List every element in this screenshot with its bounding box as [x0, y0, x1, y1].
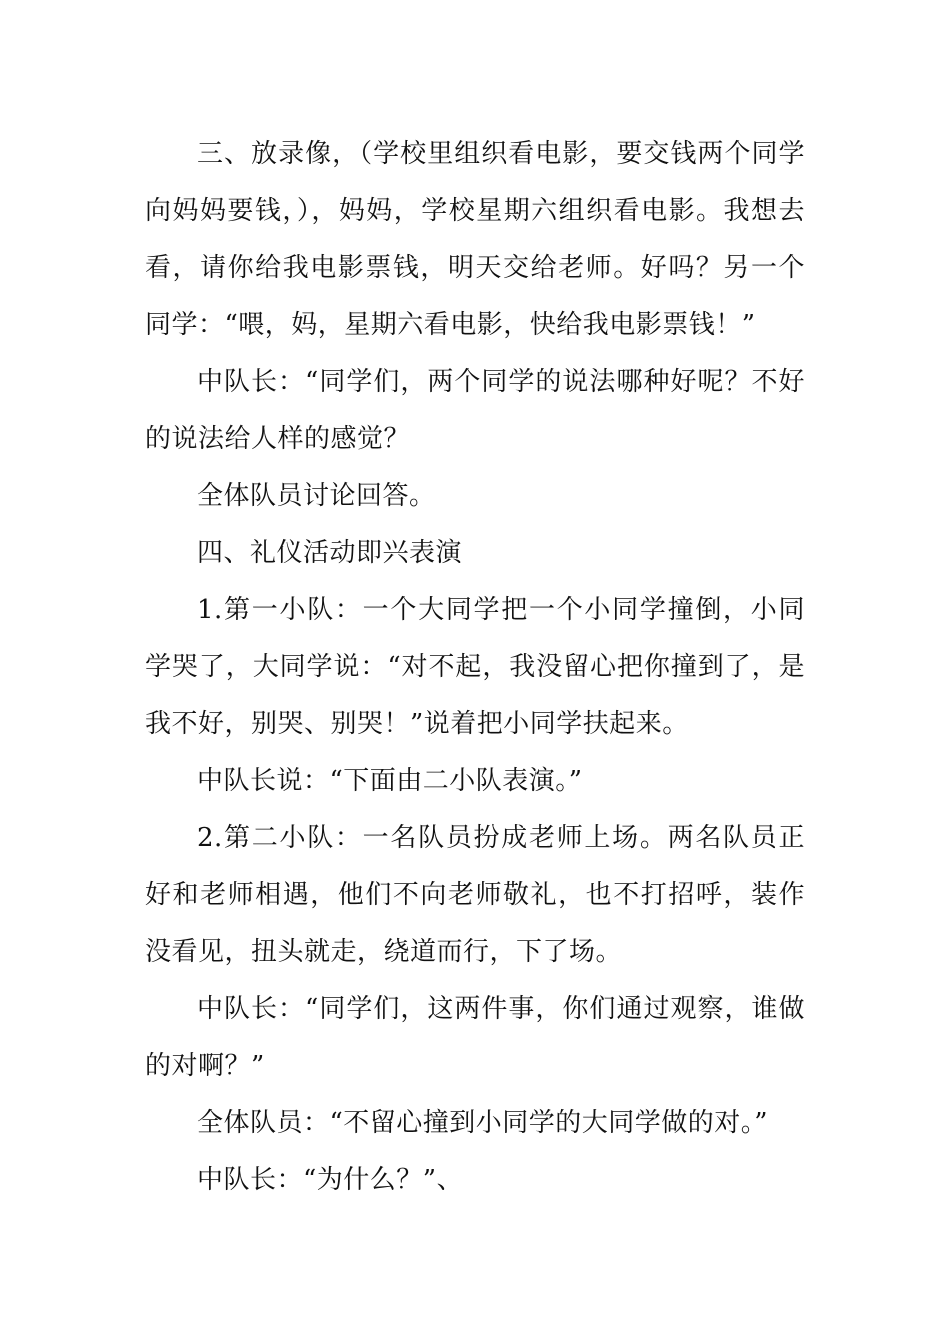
paragraph-all-answer: 全体队员：“不留心撞到小同学的大同学做的对。” — [197, 1108, 769, 1138]
document-body — [145, 126, 805, 1209]
paragraph-film-scene: 三、放录像，（学校里组织看电影，要交钱两个同学向妈妈要钱，），妈妈，学校星期六组织看电影。我想去看，请你给我电影票钱，明天交给老师。好吗？另一个同学：“喂，妈，星期六看电影，快给我电影票钱！” — [145, 139, 805, 340]
paragraph-discussion: 全体队员讨论回答。 — [197, 481, 436, 511]
paragraph-first-team: 1.第一小队：一个大同学把一个小同学撞倒，小同学哭了，大同学说：“对不起，我没留心把你撞到了，是我不好，别哭、别哭！”说着把小同学扶起来。 — [145, 595, 805, 739]
paragraph-leader-ask: 中队长：“同学们，这两件事，你们通过观察，谁做的对啊？” — [145, 994, 805, 1081]
section-heading-etiquette: 四、礼仪活动即兴表演 — [197, 538, 463, 568]
paragraph-leader-why: 中队长：“为什么？”、 — [197, 1165, 464, 1195]
paragraph-leader-question: 中队长：“同学们，两个同学的说法哪种好呢？不好的说法给人样的感觉？ — [145, 367, 805, 454]
paragraph-second-team: 2.第二小队：一名队员扮成老师上场。两名队员正好和老师相遇，他们不向老师敬礼，也不打招呼，装作没看见，扭头就走，绕道而行，下了场。 — [145, 823, 805, 967]
paragraph-leader-intro: 中队长说：“下面由二小队表演。” — [197, 766, 583, 796]
